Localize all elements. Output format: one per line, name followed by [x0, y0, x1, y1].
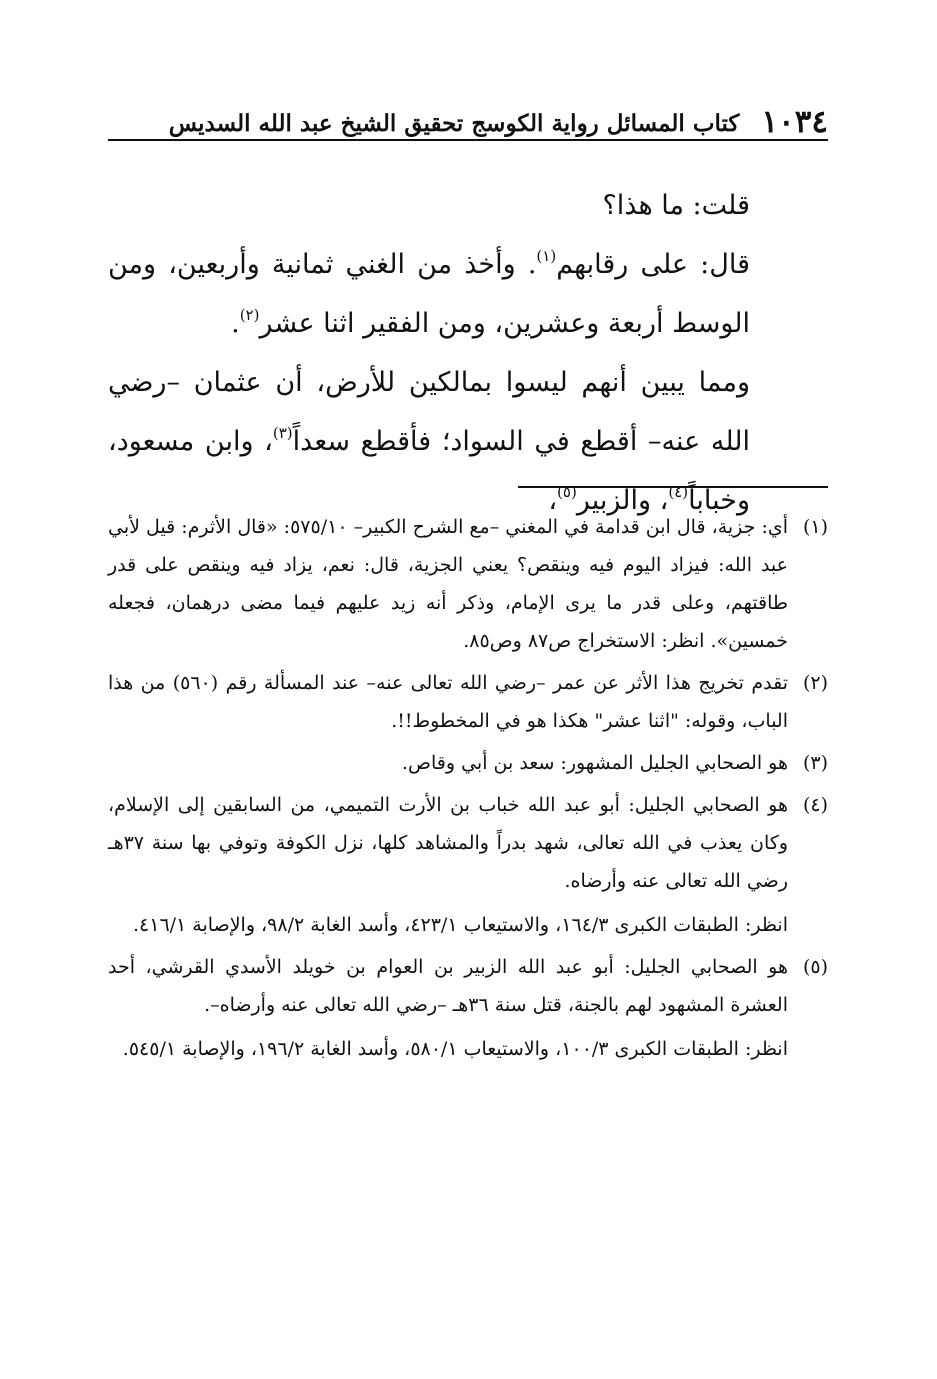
header-rule [108, 139, 828, 141]
paragraph-text: ، والزبير [576, 485, 669, 516]
footnote-references: انظر: الطبقات الكبرى ١٦٤/٣، والاستيعاب ٤٢٣/١، وأسد الغابة ٩٨/٢، والإصابة ٤١٦/١. [132, 914, 788, 936]
footnote-references: انظر: الطبقات الكبرى ١٠٠/٣، والاستيعاب ٥٨٠/١، وأسد الغابة ١٩٦/٢، والإصابة ٥٤٥/١. [122, 1038, 788, 1060]
footnote-separator [518, 486, 828, 488]
footnote-marker: (٤) [668, 483, 689, 501]
footnote-text: تقدم تخريج هذا الأثر عن عمر –رضي الله تعالى عنه– عند المسألة رقم (٥٦٠) من هذا الباب، وقوله: "اثنا عشر" هكذا هو في المخطوط!!. [108, 672, 788, 732]
paragraph-text: . وأخذ من الغني ثمانية وأربعين، ومن الوسط أربعة وعشرين، ومن الفقير اثنا عشر [108, 249, 750, 339]
paragraph-text: . [231, 308, 240, 339]
paragraph-uthman [108, 353, 750, 530]
footnote-text: أي: جزية، قال ابن قدامة في المغني –مع الشرح الكبير– ٥٧٥/١٠: «قال الأثرم: قيل لأبي عبد الله: فيزاد اليوم فيه وينقص؟ يعني الجزية، قال: نعم، يزاد فيه وينقص على قدر طاقتهم، وعلى قدر ما يرى الإمام، وذكر أنه زيد عليهم فيما مضى درهمان، فجعله خمسين». انظر: الاستخراج ص٨٧ وص٨٥. [108, 516, 789, 652]
footnote-number: (٢) [802, 672, 828, 694]
page-number: ١٠٣٤ [761, 104, 828, 140]
paragraph-text: ومما يبين أنهم ليسوا بمالكين للأرض، أن عثمان –رضي الله عنه– أقطع في السواد؛ فأقطع سعداً [108, 367, 750, 457]
footnote-5 [108, 948, 828, 1068]
footnote-1 [108, 508, 828, 660]
paragraph-text: قلت: ما هذا؟ [602, 190, 750, 221]
footnote-marker: (١) [536, 247, 557, 265]
footnote-marker: (٣) [272, 424, 293, 442]
footnote-text: هو الصحابي الجليل المشهور: سعد بن أبي وقاص. [401, 752, 788, 774]
footnote-4 [108, 786, 828, 944]
paragraph-question [108, 176, 750, 235]
footnote-marker: (٥) [557, 483, 577, 501]
paragraph-text: قال: على رقابهم [556, 249, 750, 280]
paragraph-text: ، وابن مسعود، وخباباً [108, 426, 750, 516]
paragraph-text: ، [548, 485, 558, 516]
footnote-text: هو الصحابي الجليل: أبو عبد الله الزبير بن العوام بن خويلد الأسدي القرشي، أحد العشرة المشهود لهم بالجنة، قتل سنة ٣٦هـ –رضي الله تعالى عنه وأرضاه–. [108, 956, 788, 1016]
main-text [108, 176, 750, 530]
footnote-text: هو الصحابي الجليل: أبو عبد الله خباب بن الأرت التميمي، من السابقين إلى الإسلام، وكان يعذب في الله تعالى، شهد بدراً والمشاهد كلها، نزل الكوفة وتوفي بها سنة ٣٧هـ رضي الله تعالى عنه وأرضاه. [108, 794, 788, 892]
footnote-number: (٥) [802, 956, 828, 978]
running-header [108, 98, 828, 138]
footnote-number: (٣) [802, 752, 828, 774]
footnote-3 [108, 744, 828, 782]
footnote-2 [108, 664, 828, 740]
footnote-number: (٤) [802, 794, 828, 816]
footnotes [108, 508, 828, 1072]
paragraph-answer [108, 235, 750, 353]
book-title: كتاب المسائل رواية الكوسج تحقيق الشيخ عبد الله السديس [168, 110, 740, 138]
footnote-marker: (٢) [239, 306, 260, 324]
footnote-number: (١) [802, 516, 828, 538]
